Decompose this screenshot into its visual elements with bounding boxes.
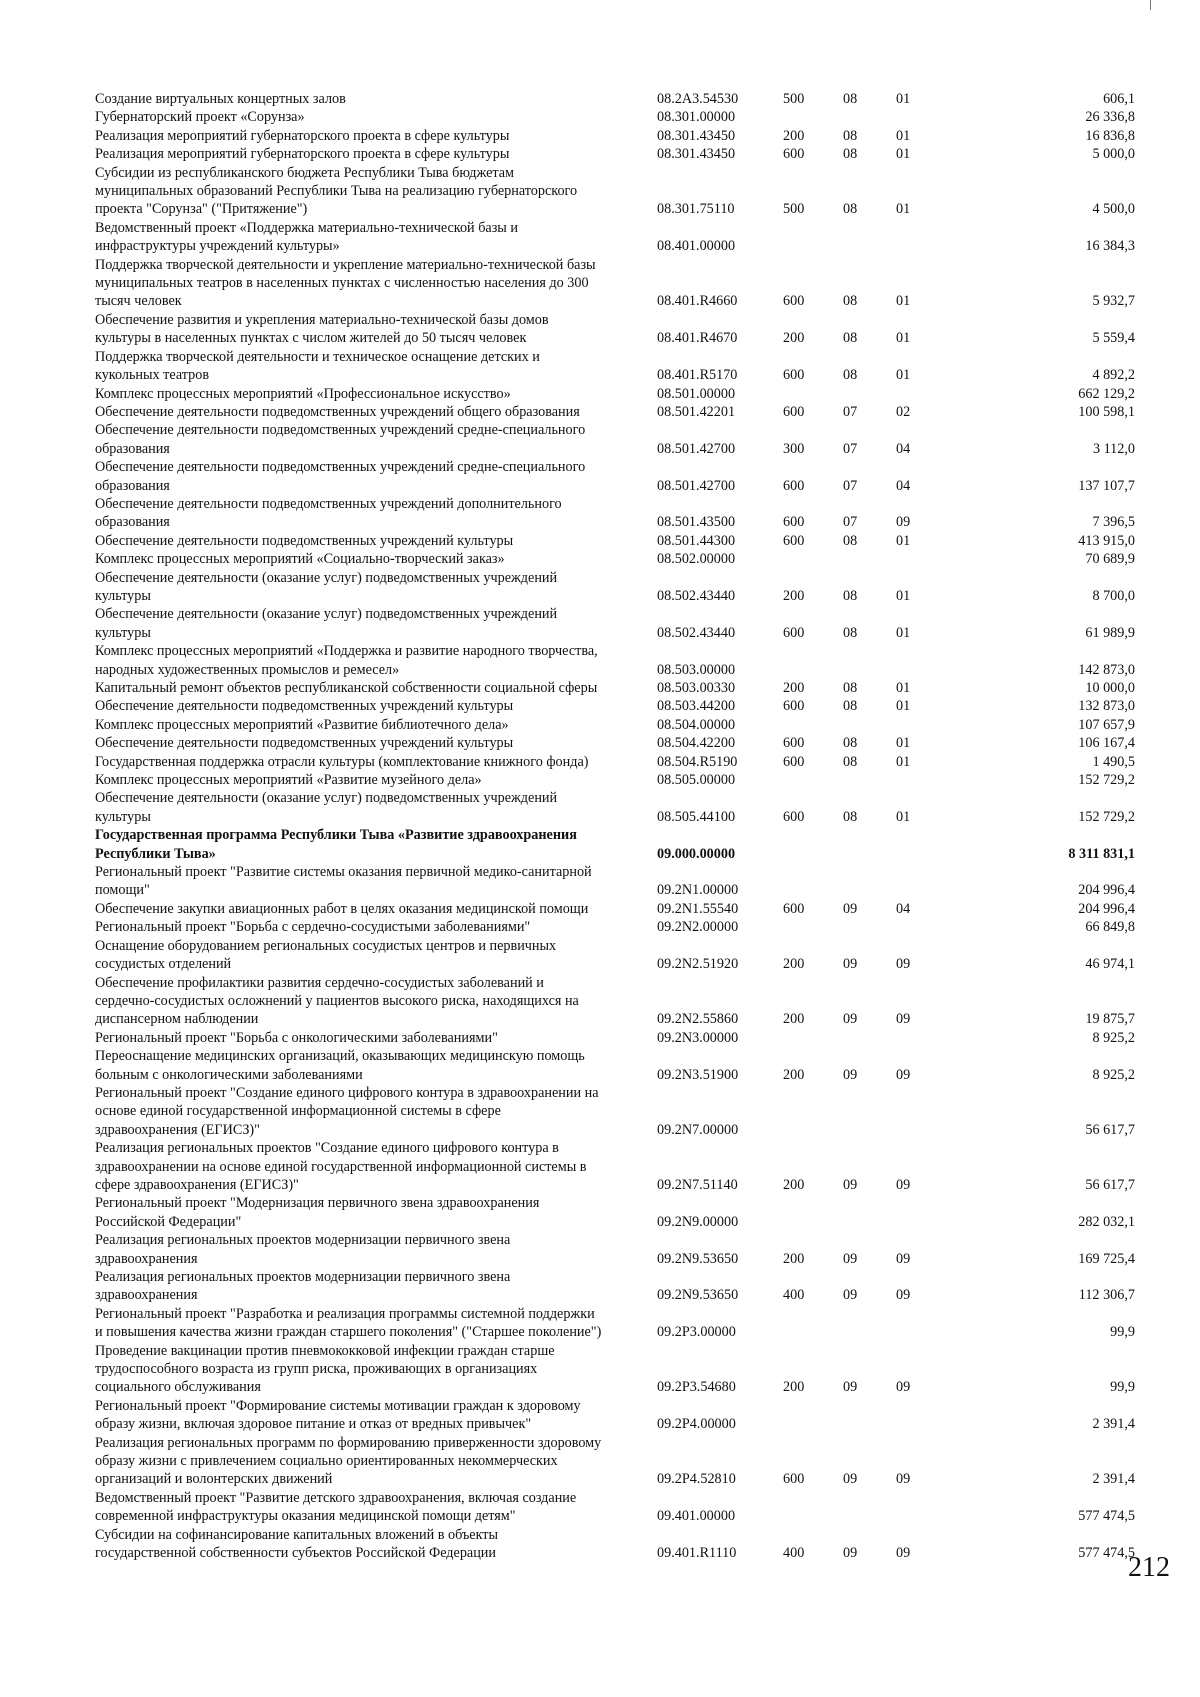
row-subsection: 01 <box>896 146 911 163</box>
table-row <box>95 164 1135 219</box>
row-code: 08.502.43440 <box>657 624 736 641</box>
table-row <box>95 697 1135 715</box>
row-section: 08 <box>843 532 858 549</box>
row-code: 09.2N9.00000 <box>657 1213 739 1230</box>
row-amount: 5 932,7 <box>1092 293 1135 310</box>
row-code: 08.301.75110 <box>657 201 735 218</box>
row-name: Обеспечение деятельности подведомственных учреждений дополнительного образования <box>95 495 562 531</box>
row-code: 08.502.43440 <box>657 587 736 604</box>
row-name: Обеспечение деятельности подведомственных учреждений средне-специального образования <box>95 422 586 457</box>
row-section: 08 <box>843 698 858 715</box>
row-name: Комплекс процессных мероприятий «Профессиональное искусство» <box>95 385 511 402</box>
table-row <box>95 771 1135 789</box>
row-code: 09.2N2.51920 <box>657 956 739 973</box>
row-subsection: 09 <box>896 1287 911 1304</box>
table-row <box>95 1047 1135 1084</box>
row-subsection: 01 <box>896 587 911 604</box>
row-code: 08.301.43450 <box>657 146 736 163</box>
row-code: 08.502.00000 <box>657 551 736 568</box>
table-row <box>95 642 1135 679</box>
row-name: Региональный проект "Развитие системы оказания первичной медико-санитарной помощи" <box>95 864 592 899</box>
row-section: 08 <box>843 91 858 107</box>
row-name: Региональный проект "Создание единого цифрового контура в здравоохранении на основе единой государственной информационной системы в сфере здравоохранения (ЕГИСЗ)" <box>95 1084 599 1138</box>
table-row <box>95 1194 1135 1231</box>
table-row <box>95 974 1135 1029</box>
row-code: 08.504.42200 <box>657 735 736 752</box>
row-amount: 413 915,0 <box>1078 532 1135 549</box>
row-amount: 5 000,0 <box>1092 146 1135 163</box>
row-code: 08.503.00000 <box>657 661 736 678</box>
row-expense-type: 200 <box>783 127 805 144</box>
row-name: Комплекс процессных мероприятий «Поддержка и развитие народного творчества, народных художественных промыслов и ремесел» <box>95 643 598 678</box>
row-code: 09.401.R1110 <box>657 1545 737 1562</box>
table-row <box>95 716 1135 734</box>
row-expense-type: 600 <box>783 532 805 549</box>
row-expense-type: 200 <box>783 1176 805 1193</box>
row-code: 09.000.00000 <box>657 845 736 862</box>
row-amount: 4 500,0 <box>1092 201 1135 218</box>
row-amount: 70 689,9 <box>1085 551 1135 568</box>
row-subsection: 01 <box>896 367 911 384</box>
row-name: Реализация региональных проектов "Создание единого цифрового контура в здравоохранении на основе единой государственной информационной системы в сфере здравоохранения (ЕГИСЗ)" <box>95 1140 587 1193</box>
row-code: 09.2N2.55860 <box>657 1011 739 1028</box>
row-expense-type: 600 <box>783 514 805 531</box>
row-amount: 137 107,7 <box>1078 477 1135 494</box>
row-code: 09.401.00000 <box>657 1508 736 1525</box>
row-subsection: 09 <box>896 514 911 531</box>
row-section: 08 <box>843 146 858 163</box>
row-code: 09.2N3.00000 <box>657 1029 739 1046</box>
row-name: Реализация мероприятий губернаторского проекта в сфере культуры <box>95 127 510 144</box>
row-name: Реализация региональных проектов модернизации первичного звена здравоохранения <box>95 1269 511 1304</box>
row-expense-type: 600 <box>783 146 805 163</box>
row-subsection: 04 <box>896 477 911 494</box>
row-name: Субсидии из республиканского бюджета Республики Тыва бюджетам муниципальных образований Республики Тыва на реализацию губернаторского проекта "Сорунза" ("Притяжение") <box>95 164 578 218</box>
row-name: Обеспечение развития и укрепления материально-технической базы домов культуры в населенных пунктах с числом жителей до 50 тысяч человек <box>95 311 549 347</box>
row-name: Комплекс процессных мероприятий «Социально-творческий заказ» <box>95 551 505 568</box>
row-expense-type: 300 <box>783 440 805 457</box>
table-row <box>95 734 1135 752</box>
row-expense-type: 600 <box>783 808 805 825</box>
row-name: Обеспечение закупки авиационных работ в целях оказания медицинской помощи <box>95 900 589 917</box>
row-amount: 46 974,1 <box>1085 956 1135 973</box>
row-expense-type: 600 <box>783 698 805 715</box>
row-expense-type: 600 <box>783 1471 805 1488</box>
row-expense-type: 500 <box>783 201 805 218</box>
table-row <box>95 863 1135 900</box>
row-name: Обеспечение деятельности подведомственных учреждений культуры <box>95 735 514 752</box>
row-code: 08.401.R4660 <box>657 293 738 310</box>
row-name: Реализация региональных программ по формированию приверженности здоровому образу жизни с привлечением социально ориентированных некоммерческих организаций и волонтерских движений <box>95 1434 602 1488</box>
row-expense-type: 500 <box>783 91 805 107</box>
row-name: Проведение вакцинации против пневмококковой инфекции граждан старше трудоспособного возраста из групп риска, проживающих в организациях социального обслуживания <box>95 1342 555 1396</box>
table-row <box>95 826 1135 863</box>
row-expense-type: 200 <box>783 1250 805 1267</box>
row-amount: 8 700,0 <box>1092 587 1135 604</box>
row-section: 08 <box>843 753 858 770</box>
table-row <box>95 145 1135 163</box>
table-row <box>95 108 1135 126</box>
row-section: 08 <box>843 367 858 384</box>
row-subsection: 09 <box>896 1545 911 1562</box>
row-expense-type: 200 <box>783 587 805 604</box>
row-amount: 112 306,7 <box>1078 1287 1135 1304</box>
table-row <box>95 1029 1135 1047</box>
row-code: 08.501.42700 <box>657 477 736 494</box>
row-amount: 577 474,5 <box>1078 1545 1135 1562</box>
row-section: 09 <box>843 1545 858 1562</box>
row-name: Реализация мероприятий губернаторского проекта в сфере культуры <box>95 146 510 163</box>
row-amount: 56 617,7 <box>1085 1121 1135 1138</box>
row-name: Обеспечение деятельности (оказание услуг) подведомственных учреждений культуры <box>95 606 558 641</box>
table-row <box>95 127 1135 145</box>
row-code: 08.2А3.54530 <box>657 91 739 107</box>
row-expense-type: 200 <box>783 1066 805 1083</box>
row-code: 09.2N7.51140 <box>657 1176 738 1193</box>
row-code: 08.401.R4670 <box>657 330 738 347</box>
row-name: Обеспечение деятельности подведомственных учреждений средне-специального образования <box>95 459 586 494</box>
row-code: 08.503.00330 <box>657 680 736 696</box>
row-section: 09 <box>843 1066 858 1083</box>
row-code: 08.401.R5170 <box>657 367 738 384</box>
table-row <box>95 1397 1135 1434</box>
row-code: 09.2P4.52810 <box>657 1471 736 1488</box>
row-amount: 8 925,2 <box>1092 1029 1135 1046</box>
row-name: Ведомственный проект "Развитие детского здравоохранения, включая создание современной инфраструктуры оказания медицинской помощи детям" <box>95 1489 577 1525</box>
row-amount: 169 725,4 <box>1078 1250 1135 1267</box>
table-row <box>95 458 1135 495</box>
row-code: 08.504.00000 <box>657 716 736 733</box>
row-subsection: 01 <box>896 201 911 218</box>
table-row <box>95 550 1135 568</box>
row-subsection: 01 <box>896 127 911 144</box>
row-name: Капитальный ремонт объектов республиканской собственности социальной сферы <box>95 680 598 696</box>
row-section: 09 <box>843 956 858 973</box>
row-subsection: 02 <box>896 403 911 420</box>
row-expense-type: 600 <box>783 735 805 752</box>
row-amount: 10 000,0 <box>1085 680 1135 696</box>
row-name: Обеспечение деятельности подведомственных учреждений культуры <box>95 532 514 549</box>
row-amount: 3 112,0 <box>1092 440 1135 457</box>
row-subsection: 01 <box>896 91 911 107</box>
row-section: 08 <box>843 680 858 696</box>
row-amount: 4 892,2 <box>1092 367 1135 384</box>
row-code: 08.501.42201 <box>657 403 736 420</box>
row-amount: 8 925,2 <box>1092 1066 1135 1083</box>
row-amount: 100 598,1 <box>1078 403 1135 420</box>
row-subsection: 09 <box>896 1471 911 1488</box>
table-row <box>95 495 1135 532</box>
row-section: 07 <box>843 440 858 457</box>
row-name: Субсидии на софинансирование капитальных вложений в объекты государственной собственности субъектов Российской Федерации <box>95 1526 499 1562</box>
row-amount: 204 996,4 <box>1078 900 1135 917</box>
row-code: 09.2P3.54680 <box>657 1379 736 1396</box>
table-row <box>95 1139 1135 1194</box>
row-name: Обеспечение деятельности (оказание услуг) подведомственных учреждений культуры <box>95 569 558 604</box>
row-name: Реализация региональных проектов модернизации первичного звена здравоохранения <box>95 1232 511 1267</box>
row-expense-type: 200 <box>783 1379 805 1396</box>
row-section: 08 <box>843 127 858 144</box>
row-section: 09 <box>843 1287 858 1304</box>
row-expense-type: 600 <box>783 753 805 770</box>
row-subsection: 01 <box>896 735 911 752</box>
row-code: 09.2P4.00000 <box>657 1416 736 1433</box>
row-amount: 107 657,9 <box>1078 716 1135 733</box>
table-row <box>95 348 1135 385</box>
table-row <box>95 256 1135 311</box>
row-section: 08 <box>843 293 858 310</box>
table-row <box>95 569 1135 606</box>
row-code: 09.2N7.00000 <box>657 1121 739 1138</box>
row-amount: 7 396,5 <box>1092 514 1135 531</box>
row-subsection: 09 <box>896 1176 911 1193</box>
table-row <box>95 900 1135 918</box>
row-section: 08 <box>843 624 858 641</box>
table-row <box>95 1434 1135 1489</box>
row-code: 08.505.44100 <box>657 808 736 825</box>
row-expense-type: 600 <box>783 403 805 420</box>
row-name: Оснащение оборудованием региональных сосудистых центров и первичных сосудистых отделений <box>95 937 557 973</box>
row-amount: 142 873,0 <box>1078 661 1135 678</box>
row-amount: 282 032,1 <box>1078 1213 1135 1230</box>
row-amount: 16 384,3 <box>1085 238 1135 255</box>
row-code: 09.2N2.00000 <box>657 919 739 936</box>
row-amount: 106 167,4 <box>1078 735 1135 752</box>
row-code: 08.301.43450 <box>657 127 736 144</box>
row-subsection: 01 <box>896 532 911 549</box>
row-section: 09 <box>843 1011 858 1028</box>
row-expense-type: 200 <box>783 680 805 696</box>
table-row <box>95 937 1135 974</box>
row-name: Поддержка творческой деятельности и укрепление материально-технической базы муниципальных театров в населенных пунктах с численностью населения до 300 тысяч человек <box>95 256 596 310</box>
row-code: 09.2N3.51900 <box>657 1066 739 1083</box>
row-subsection: 04 <box>896 900 911 917</box>
table-row <box>95 385 1135 403</box>
table-row <box>95 1526 1135 1563</box>
row-amount: 2 391,4 <box>1092 1416 1135 1433</box>
row-name: Региональный проект "Борьба с онкологическими заболеваниями" <box>95 1029 498 1046</box>
row-name: Государственная программа Республики Тыва «Развитие здравоохранения Республики Тыва» <box>95 827 577 862</box>
row-name: Переоснащение медицинских организаций, оказывающих медицинскую помощь больным с онкологическими заболеваниями <box>95 1048 585 1083</box>
row-code: 09.2N1.55540 <box>657 900 739 917</box>
row-code: 08.503.44200 <box>657 698 736 715</box>
table-row <box>95 311 1135 348</box>
table-row <box>95 1084 1135 1139</box>
table-row <box>95 753 1135 771</box>
row-expense-type: 200 <box>783 330 805 347</box>
row-name: Обеспечение деятельности (оказание услуг) подведомственных учреждений культуры <box>95 790 558 825</box>
row-subsection: 09 <box>896 1379 911 1396</box>
row-amount: 99,9 <box>1110 1324 1135 1341</box>
row-section: 09 <box>843 900 858 917</box>
page-number: 212 <box>1128 1552 1170 1583</box>
row-code: 09.2N9.53650 <box>657 1250 739 1267</box>
budget-table <box>95 90 1135 1563</box>
row-subsection: 01 <box>896 698 911 715</box>
row-name: Создание виртуальных концертных залов <box>95 91 346 107</box>
row-amount: 16 836,8 <box>1085 127 1135 144</box>
row-name: Губернаторский проект «Сорунза» <box>95 109 305 126</box>
row-name: Обеспечение деятельности подведомственных учреждений культуры <box>95 698 514 715</box>
row-code: 09.2P3.00000 <box>657 1324 736 1341</box>
row-name: Государственная поддержка отрасли культуры (комплектование книжного фонда) <box>95 753 589 770</box>
row-section: 08 <box>843 808 858 825</box>
row-amount: 99,9 <box>1110 1379 1135 1396</box>
row-amount: 152 729,2 <box>1078 772 1135 789</box>
row-expense-type: 600 <box>783 477 805 494</box>
row-code: 08.501.42700 <box>657 440 736 457</box>
row-subsection: 04 <box>896 440 911 457</box>
row-name: Обеспечение профилактики развития сердечно-сосудистых заболеваний и сердечно-сосудистых осложнений у пациентов высокого риска, находящихся на диспансерном наблюдении <box>95 974 579 1028</box>
row-subsection: 09 <box>896 1066 911 1083</box>
row-subsection: 01 <box>896 293 911 310</box>
row-subsection: 01 <box>896 330 911 347</box>
row-name: Комплекс процессных мероприятий «Развитие библиотечного дела» <box>95 716 509 733</box>
row-code: 09.2N9.53650 <box>657 1287 739 1304</box>
table-row <box>95 918 1135 936</box>
row-section: 09 <box>843 1471 858 1488</box>
row-subsection: 09 <box>896 956 911 973</box>
row-expense-type: 600 <box>783 900 805 917</box>
row-section: 07 <box>843 477 858 494</box>
row-name: Ведомственный проект «Поддержка материально-технической базы и инфраструктуры учреждений культуры» <box>95 219 518 255</box>
row-section: 08 <box>843 330 858 347</box>
row-section: 08 <box>843 735 858 752</box>
row-expense-type: 200 <box>783 1011 805 1028</box>
table-row <box>95 679 1135 697</box>
row-section: 08 <box>843 201 858 218</box>
row-amount: 26 336,8 <box>1085 109 1135 126</box>
table-row <box>95 1489 1135 1526</box>
row-expense-type: 400 <box>783 1545 805 1562</box>
row-subsection: 01 <box>896 753 911 770</box>
row-code: 08.301.00000 <box>657 109 736 126</box>
row-name: Региональный проект "Формирование системы мотивации граждан к здоровому образу жизни, включая здоровое питание и отказ от вредных привычек" <box>95 1397 581 1433</box>
row-amount: 56 617,7 <box>1085 1176 1135 1193</box>
row-expense-type: 600 <box>783 293 805 310</box>
row-section: 09 <box>843 1379 858 1396</box>
row-section: 09 <box>843 1176 858 1193</box>
row-section: 07 <box>843 514 858 531</box>
table-row <box>95 90 1135 108</box>
row-amount: 204 996,4 <box>1078 882 1135 899</box>
row-amount: 132 873,0 <box>1078 698 1135 715</box>
row-amount: 5 559,4 <box>1092 330 1135 347</box>
table-row <box>95 403 1135 421</box>
row-code: 08.501.00000 <box>657 385 736 402</box>
table-row <box>95 1342 1135 1397</box>
table-row <box>95 1231 1135 1268</box>
row-amount: 19 875,7 <box>1085 1011 1135 1028</box>
row-code: 08.504.R5190 <box>657 753 738 770</box>
row-code: 08.401.00000 <box>657 238 736 255</box>
table-row <box>95 532 1135 550</box>
row-amount: 1 490,5 <box>1092 753 1135 770</box>
table-row <box>95 789 1135 826</box>
row-subsection: 01 <box>896 624 911 641</box>
row-amount: 61 989,9 <box>1085 624 1135 641</box>
row-subsection: 09 <box>896 1250 911 1267</box>
row-expense-type: 600 <box>783 367 805 384</box>
row-expense-type: 200 <box>783 956 805 973</box>
row-amount: 606,1 <box>1103 91 1135 107</box>
row-section: 09 <box>843 1250 858 1267</box>
row-name: Региональный проект "Борьба с сердечно-сосудистыми заболеваниями" <box>95 919 531 936</box>
row-amount: 66 849,8 <box>1085 919 1135 936</box>
table-row <box>95 1268 1135 1305</box>
row-section: 07 <box>843 403 858 420</box>
table-row <box>95 1305 1135 1342</box>
row-name: Поддержка творческой деятельности и техническое оснащение детских и кукольных театров <box>95 348 540 384</box>
row-amount: 577 474,5 <box>1078 1508 1135 1525</box>
row-name: Обеспечение деятельности подведомственных учреждений общего образования <box>95 403 580 420</box>
table-row <box>95 421 1135 458</box>
row-code: 08.501.43500 <box>657 514 736 531</box>
row-name: Региональный проект "Разработка и реализация программы системной поддержки и повышения качества жизни граждан старшего поколения" ("Старшее поколение") <box>95 1305 602 1341</box>
row-amount: 8 311 831,1 <box>1068 845 1135 862</box>
row-section: 08 <box>843 587 858 604</box>
row-amount: 152 729,2 <box>1078 808 1135 825</box>
row-subsection: 01 <box>896 808 911 825</box>
row-name: Региональный проект "Модернизация первичного звена здравоохранения Российской Федерации" <box>95 1195 540 1230</box>
row-amount: 662 129,2 <box>1078 385 1135 402</box>
row-expense-type: 400 <box>783 1287 805 1304</box>
table-row <box>95 219 1135 256</box>
row-subsection: 01 <box>896 680 911 696</box>
row-amount: 2 391,4 <box>1092 1471 1135 1488</box>
row-name: Комплекс процессных мероприятий «Развитие музейного дела» <box>95 772 482 789</box>
scan-mark <box>1150 0 1151 10</box>
row-subsection: 09 <box>896 1011 911 1028</box>
table-row <box>95 605 1135 642</box>
row-code: 08.505.00000 <box>657 772 736 789</box>
row-code: 08.501.44300 <box>657 532 736 549</box>
row-expense-type: 600 <box>783 624 805 641</box>
row-code: 09.2N1.00000 <box>657 882 739 899</box>
